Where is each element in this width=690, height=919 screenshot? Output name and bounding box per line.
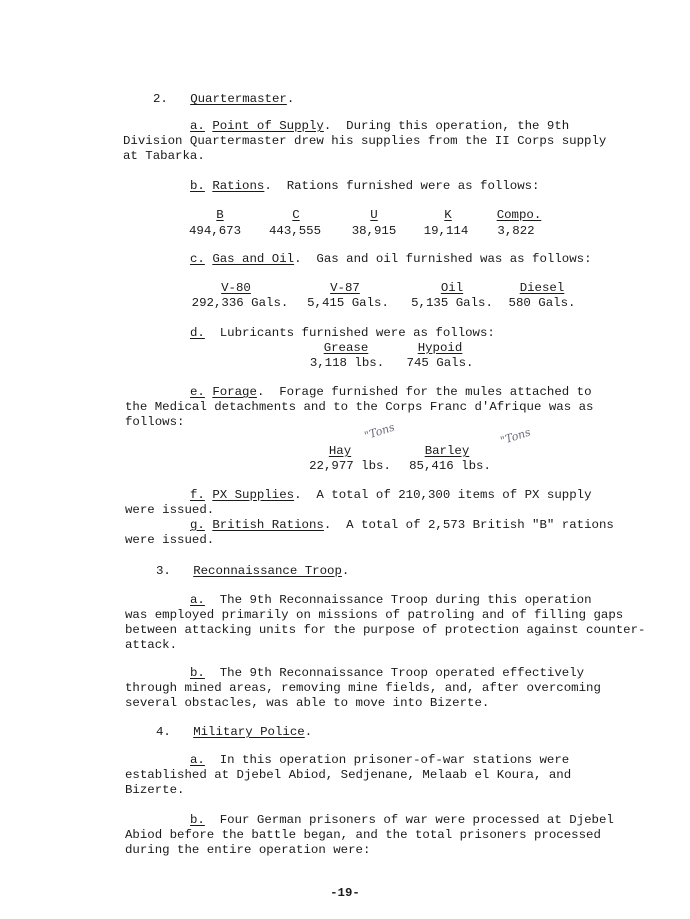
section-title: Reconnaissance Troop	[193, 564, 342, 578]
para-2b-first-line: b. Rations. Rations furnished were as follows:	[190, 179, 540, 193]
table-header: C	[292, 208, 300, 222]
para-4a-first-line: a. In this operation prisoner-of-war stations were	[190, 753, 570, 767]
subheading: Gas and Oil	[212, 252, 295, 266]
text-line: between attacking units for the purpose of protection against counter-	[125, 623, 646, 637]
page-number: -19-	[330, 886, 360, 900]
para-2g-first-line: g. British Rations. A total of 2,573 British "B" rations	[190, 518, 614, 532]
subheading: British Rations	[212, 518, 324, 532]
para-3b-first-line: b. The 9th Reconnaissance Troop operated effectively	[190, 666, 585, 680]
para-3a-first-line: a. The 9th Reconnaissance Troop during this operation	[190, 593, 592, 607]
table-cell: 19,114	[423, 224, 469, 238]
table-cell: 580 Gals.	[508, 296, 576, 310]
table-header: B	[216, 208, 224, 222]
table-header: Hypoid	[417, 341, 463, 355]
table-header: K	[444, 208, 452, 222]
subheading: PX Supplies	[212, 488, 295, 502]
handwritten-annotation: "Tons	[362, 420, 397, 443]
para-2c-first-line: c. Gas and Oil. Gas and oil furnished was as follows:	[190, 252, 592, 266]
table-cell: 494,673	[188, 224, 242, 238]
para-2a-first-line: a. Point of Supply. During this operation, the 9th	[190, 119, 570, 133]
table-cell: 292,336 Gals.	[191, 296, 289, 310]
section-number: 3.	[156, 564, 171, 578]
section-3-heading: 3. Reconnaissance Troop.	[156, 564, 350, 578]
section-number: 4.	[156, 725, 171, 739]
text-line: follows:	[125, 415, 185, 429]
text-line: Bizerte.	[125, 783, 185, 797]
text-line: was employed primarily on missions of patroling and of filling gaps	[125, 608, 624, 622]
text-line: the Medical detachments and to the Corps Franc d'Afrique was as	[125, 400, 594, 414]
table-cell: 38,915	[351, 224, 397, 238]
table-cell: 22,977 lbs.	[309, 459, 391, 473]
para-2e-first-line: e. Forage. Forage furnished for the mules attached to	[190, 385, 592, 399]
table-header: Compo.	[496, 208, 542, 222]
table-header: Oil	[440, 281, 464, 295]
subheading: Rations	[212, 179, 265, 193]
table-header: Grease	[323, 341, 369, 355]
section-2-heading: 2. Quartermaster.	[153, 92, 295, 106]
text-line: several obstacles, was able to move into Bizerte.	[125, 696, 490, 710]
text-line: Division Quartermaster drew his supplies from the II Corps supply	[123, 134, 607, 148]
table-header: Hay	[328, 444, 352, 458]
text-line: during the entire operation were:	[125, 843, 371, 857]
table-header: V-80	[221, 281, 251, 295]
text-line: Abiod before the battle began, and the total prisoners processed	[125, 828, 601, 842]
table-cell: 443,555	[268, 224, 322, 238]
table-cell: 85,416 lbs.	[409, 459, 491, 473]
text-line: were issued.	[125, 533, 215, 547]
table-header: Barley	[424, 444, 470, 458]
text-line: at Tabarka.	[123, 149, 205, 163]
para-4b-first-line: b. Four German prisoners of war were processed at Djebel	[190, 813, 614, 827]
text-line: attack.	[125, 638, 178, 652]
table-cell: 3,118 lbs.	[309, 356, 385, 370]
text-line: were issued.	[125, 503, 215, 517]
table-cell: 5,415 Gals.	[307, 296, 389, 310]
table-cell: 5,135 Gals.	[411, 296, 493, 310]
para-2f-first-line: f. PX Supplies. A total of 210,300 items of PX supply	[190, 488, 592, 502]
table-header: V-87	[330, 281, 360, 295]
para-2d-first-line: d. Lubricants furnished were as follows:	[190, 326, 495, 340]
text-line: through mined areas, removing mine fields, and, after overcoming	[125, 681, 601, 695]
table-header: Diesel	[519, 281, 565, 295]
table-cell: 745 Gals.	[406, 356, 474, 370]
subheading: Forage	[212, 385, 257, 399]
handwritten-annotation: "Tons	[498, 425, 533, 448]
section-number: 2.	[153, 92, 168, 106]
subheading: Point of Supply	[212, 119, 324, 133]
section-title: Military Police	[193, 725, 305, 739]
section-title: Quartermaster	[190, 92, 287, 106]
section-4-heading: 4. Military Police.	[156, 725, 313, 739]
table-header: U	[370, 208, 378, 222]
text-line: established at Djebel Abiod, Sedjenane, Melaab el Koura, and	[125, 768, 572, 782]
table-cell: 3,822	[497, 224, 535, 238]
